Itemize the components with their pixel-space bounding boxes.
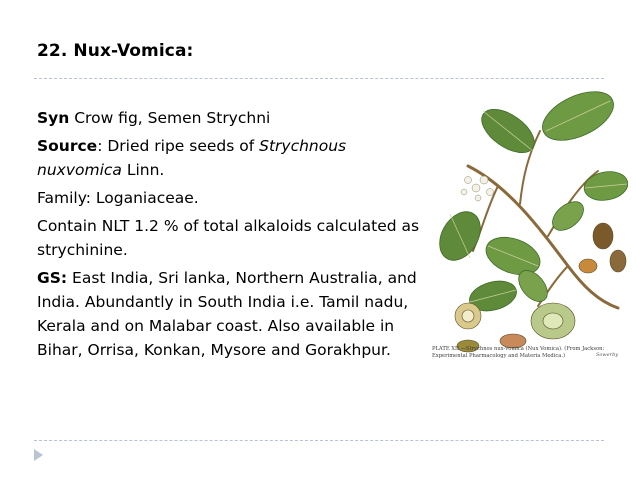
illustrator-signature: Sowerby [596,352,619,358]
syn-label: Syn [37,109,70,127]
leaves [431,82,628,316]
source-line [37,134,422,182]
source-text: : Dried ripe seeds of [97,137,260,155]
syn-text: Crow fig, Semen Strychni [69,109,271,127]
footer-divider [34,440,604,441]
synonyms-line [37,106,422,130]
slide-title: 22. Nux-Vomica: [37,41,194,61]
plate-caption-line-1: PLATE XII.—Strychnos nux-vomica (Nux Vomica). (From Jackson: [432,346,605,352]
plate-caption [432,346,622,360]
family-line: Family: Loganiaceae. [37,189,199,207]
slide-body [37,106,422,362]
leaf-veins [450,101,627,302]
geographical-source-line [37,266,422,362]
gs-label: GS: [37,269,68,287]
source-label: Source [37,137,98,155]
gs-text: East India, Sri lanka, Northern Australia, and India. Abundantly in South India i.e. Tamil nadu, Kerala and on Malabar coast. Also available in Bihar, Orrisa, Konkan, Mysore and Gorakhpur. [37,269,417,359]
slide-arrow-icon [34,449,43,461]
nux-vomica-plant-illustration [428,76,628,366]
source-species: Strychnous nuxvomica [37,137,347,179]
source-authority: Linn. [121,161,165,179]
alkaloid-line: Contain NLT 1.2 % of total alkaloids calculated as strychinine. [37,217,420,259]
plate-caption-line-2: Experimental Pharmacology and Materia Medica.) [432,353,566,359]
